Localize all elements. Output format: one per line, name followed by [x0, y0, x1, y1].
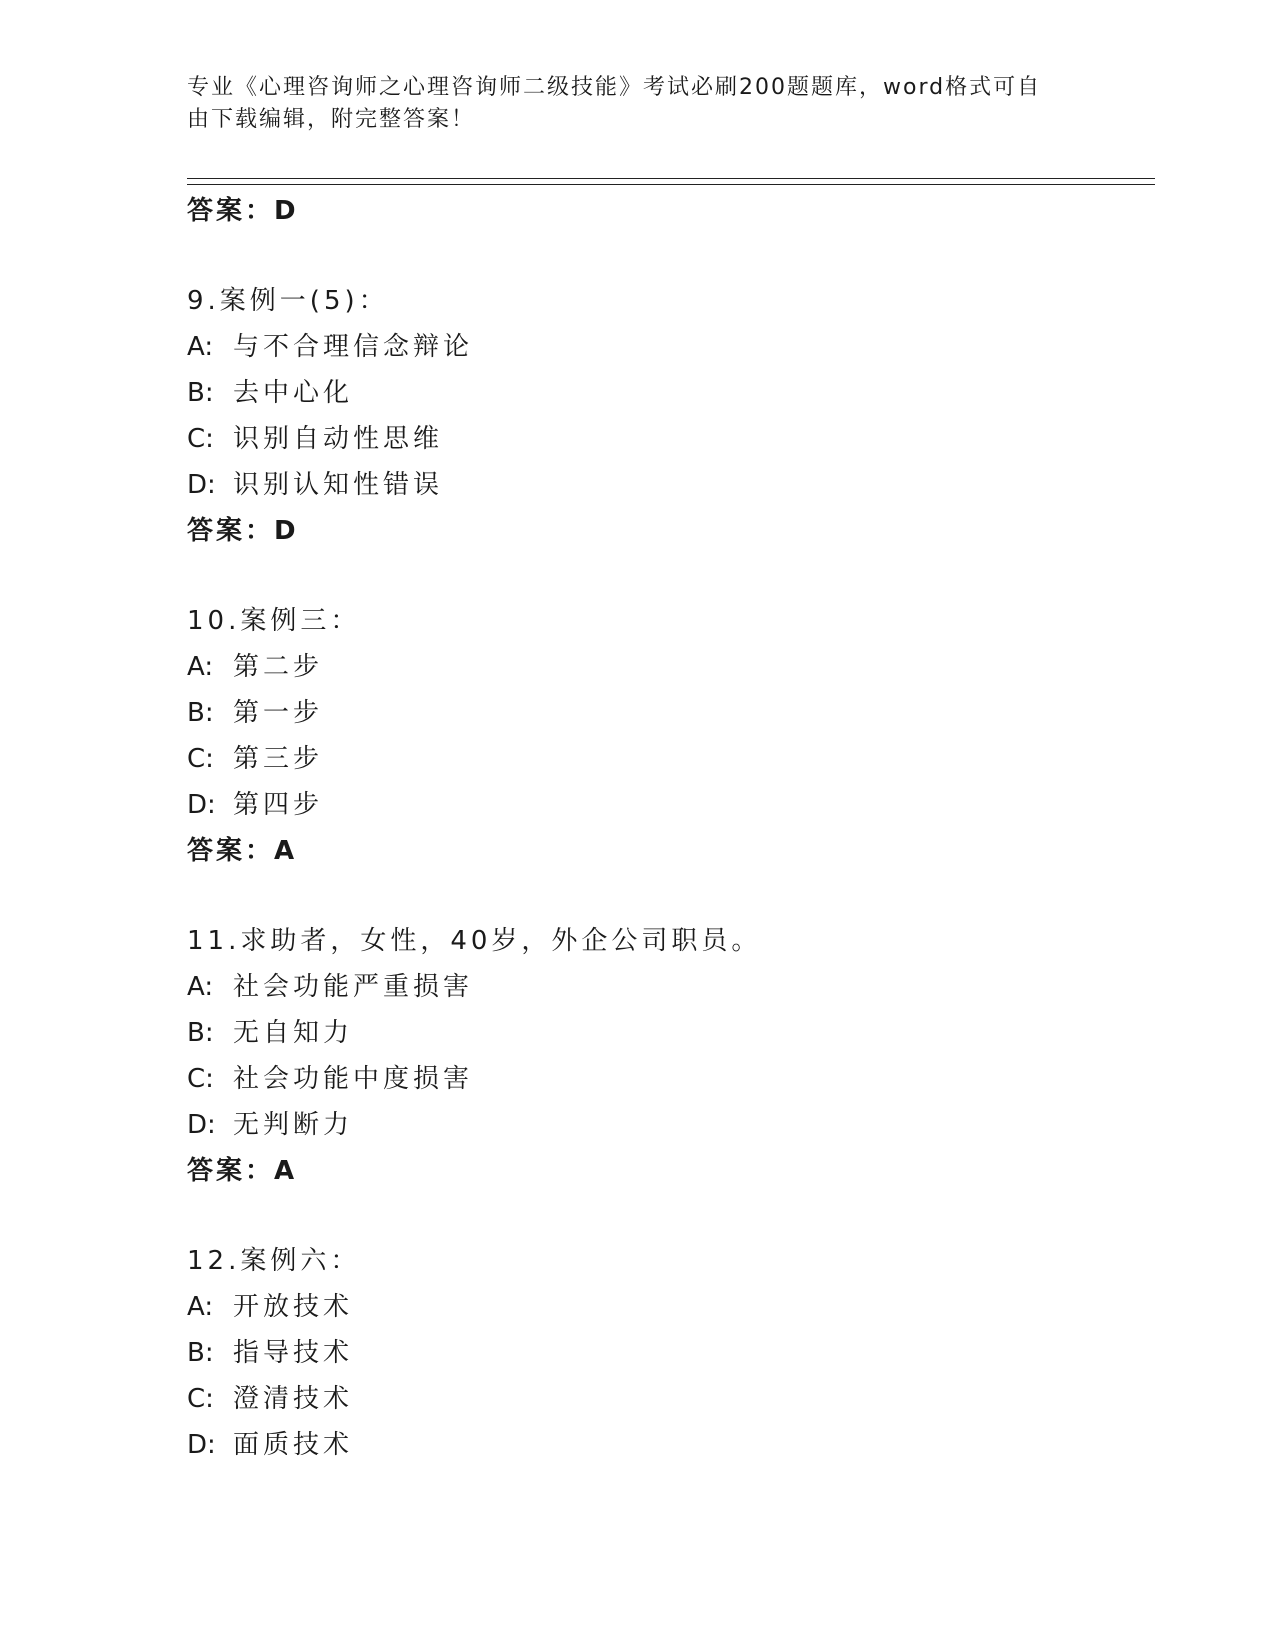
spacer	[187, 1194, 1147, 1238]
question-block	[187, 918, 1147, 1194]
option-text: 与不合理信念辩论	[233, 332, 474, 362]
option-letter: C:	[187, 1064, 214, 1094]
option-text: 无自知力	[233, 1018, 354, 1048]
question-block	[187, 1238, 1147, 1468]
option-text: 第一步	[233, 698, 324, 728]
option-text: 第二步	[233, 652, 324, 682]
option-text: 无判断力	[233, 1110, 354, 1140]
option-c	[187, 736, 1147, 782]
option-letter: C:	[187, 1384, 214, 1414]
option-text: 识别认知性错误	[233, 470, 444, 500]
option-text: 澄清技术	[233, 1384, 354, 1414]
option-letter: B:	[187, 378, 214, 408]
option-text: 社会功能严重损害	[233, 972, 474, 1002]
option-a	[187, 324, 1147, 370]
question-stem: 12.案例六：	[187, 1246, 361, 1276]
option-text: 第四步	[233, 790, 324, 820]
option-text: 社会功能中度损害	[233, 1064, 474, 1094]
option-letter: C:	[187, 424, 214, 454]
option-text: 开放技术	[233, 1292, 354, 1322]
option-letter: D:	[187, 1430, 216, 1460]
spacer	[187, 874, 1147, 918]
option-a	[187, 964, 1147, 1010]
question-stem: 10.案例三：	[187, 606, 361, 636]
question-stem: 9.案例一(5)：	[187, 286, 389, 316]
document-header	[187, 72, 1067, 136]
option-d	[187, 462, 1147, 508]
option-text: 第三步	[233, 744, 324, 774]
header-divider-top	[187, 178, 1155, 179]
option-text: 指导技术	[233, 1338, 354, 1368]
spacer	[187, 554, 1147, 598]
option-text: 面质技术	[233, 1430, 354, 1460]
option-b	[187, 1330, 1147, 1376]
header-divider-bottom	[187, 184, 1155, 185]
spacer	[187, 234, 1147, 278]
option-letter: A:	[187, 332, 214, 362]
option-b	[187, 690, 1147, 736]
answer-line: 答案：A	[187, 1156, 298, 1186]
question-block	[187, 278, 1147, 554]
option-letter: D:	[187, 1110, 216, 1140]
answer-line: 答案：A	[187, 836, 298, 866]
header-line-1: 专业《心理咨询师之心理咨询师二级技能》考试必刷200题题库，word格式可自	[187, 75, 1042, 100]
option-b	[187, 370, 1147, 416]
option-c	[187, 1376, 1147, 1422]
option-letter: B:	[187, 1338, 214, 1368]
question-stem: 11.求助者，女性，40岁，外企公司职员。	[187, 926, 762, 956]
option-c	[187, 1056, 1147, 1102]
option-letter: D:	[187, 470, 216, 500]
answer-line: 答案：D	[187, 196, 299, 226]
option-a	[187, 644, 1147, 690]
option-letter: A:	[187, 1292, 214, 1322]
option-d	[187, 782, 1147, 828]
option-letter: C:	[187, 744, 214, 774]
option-b	[187, 1010, 1147, 1056]
option-a	[187, 1284, 1147, 1330]
option-text: 识别自动性思维	[233, 424, 444, 454]
option-d	[187, 1102, 1147, 1148]
option-letter: B:	[187, 698, 214, 728]
option-c	[187, 416, 1147, 462]
question-block	[187, 598, 1147, 874]
option-d	[187, 1422, 1147, 1468]
answer-line: 答案：D	[187, 516, 299, 546]
header-line-2: 由下载编辑，附完整答案！	[187, 107, 476, 132]
option-text: 去中心化	[233, 378, 354, 408]
option-letter: D:	[187, 790, 216, 820]
option-letter: A:	[187, 972, 214, 1002]
option-letter: A:	[187, 652, 214, 682]
option-letter: B:	[187, 1018, 214, 1048]
question-list	[187, 188, 1147, 1468]
